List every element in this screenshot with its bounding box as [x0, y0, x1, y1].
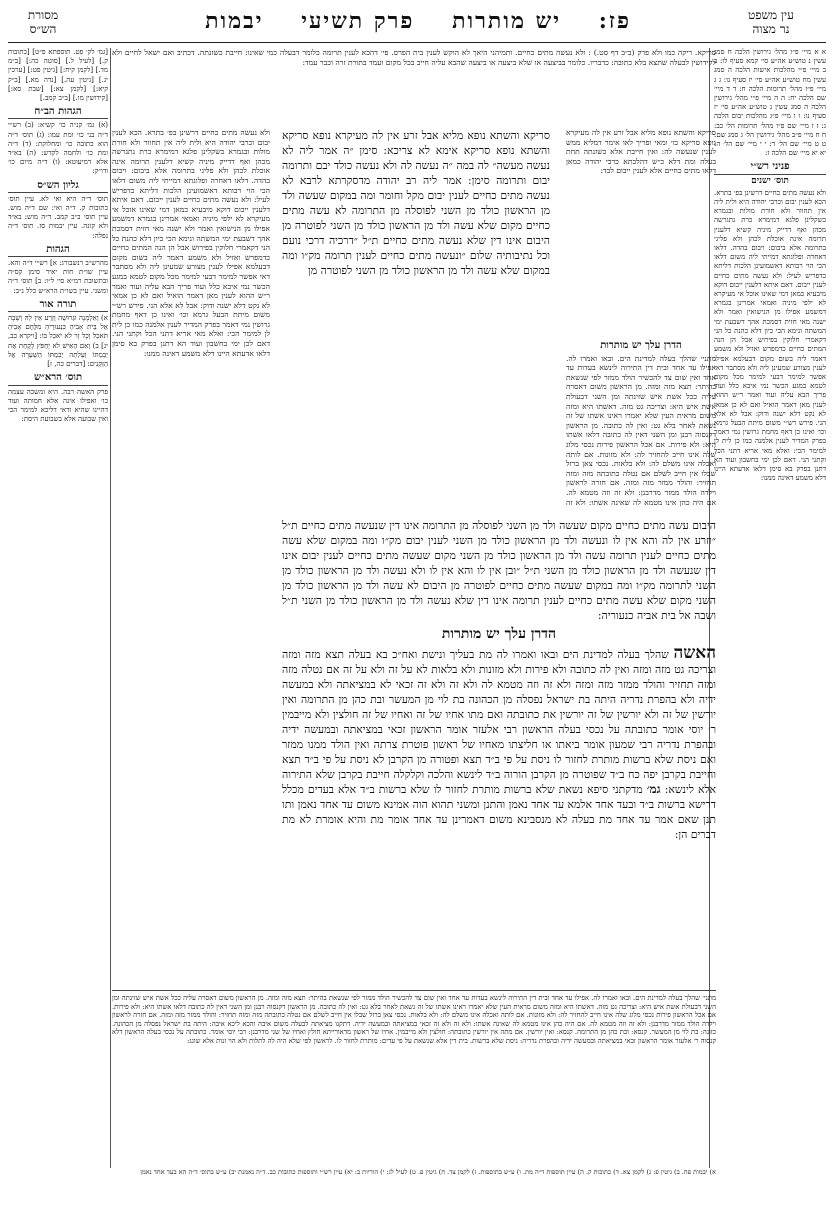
footnotes: א) יבמות פח. ב) גיטין פ: ג) לקמן צא. ד) כתובות ק. ה) עיין תוספות ד״ה מת. ו) ע״ש בתוספות. ז) לקמן צד. ח) גיטין פ. ט) לעיל לג: י) הוריות ב: יא) עיין רש״י ותוספות כתובות כב. ד״ה נאמנת יב) ע״ש בתוס׳ ד״ה הא בעד אחד נאמן [140, 1168, 716, 1176]
gemara-text-lower [282, 518, 716, 988]
tosafot-harosh-text: פרק האשה רבה. היא ומשכה עצמה כו׳ ואפילו אינה אלא חמותה ועוד דהיינו שהיא ודאי דליכא למימר הכי ואין שבועה אלא בשבועת היסת: [8, 387, 108, 424]
hadran-small: הדרן עלך יש מותרות [600, 340, 682, 351]
tractate-name: יבמות [205, 8, 264, 34]
rashi-pearls-title: פניני רש״י [714, 162, 826, 174]
hagahot-habach-text: (א) גמ׳ קנ״ה כו׳ קשיא: (ב) רש״י ד״ה בני כו׳ ומת עמו: (ג) תוס׳ ד״ה הוא כתובה כו׳ ומחלוקת: (ד) ד״ה ומת כו׳ ולחמה לקדש: (ה) בא״ד אלא דמיעוטא: (ו) ד״ה מיום כו׳ ודו״ק: [8, 121, 108, 176]
right-margin-column [714, 48, 826, 1168]
masoret-text: [גמ׳ לק׳ פט. תוספתא פ״ט] [כתובות ק.] [לעיל ל.] [סוטה כה:] [ב״מ מד.] [לקמן קיח:] [גיטין פט:] [ערכין יג.] [גיטין עה.] [נדה מא.] [ב״ק קיא:] [לקמן צא:] [שבת סא:] [קידושין מו.] [ב״ב קמב.] [8, 48, 108, 103]
gemara-continuation: היבום עשה מתים כחיים מקום שעשה ולד מן השני לפוסלה מן התרומה אינו דין שנעשה מתים כחיים ת״ל ״וזרע אין לה והא אין לו ונעשה ולד מן הראשון כולד מן השני לענין יבום מק״ו ומה במקום שלא עשה מתים כחיים לענין תרומה עשה ולד מן הראשון כולד מן השני מקום שעשה מתים כחיים לענין יבום אינו דין שנעשה ולד מן הראשון כולד מן השני ת״ל ״ובן אין לו והא אין לו ולא נעשה ולד מן הראשון כולד מן השני לתרומה מק״ו ומה במקום שעשה מתים כחיים לפוטרה מן היבום לא עשה ולד מן הראשון כולד מן השני מקום שלא עשה מתים כחיים לענין תרומה אינו דין שלא נעשה ולד מן הראשון כולד מן השני ת״ל ושבה אל בית אביה כנעוריה: [282, 519, 716, 622]
gilyon-title: גליון הש״ס [8, 181, 108, 193]
page-header [8, 6, 826, 42]
header-rule [8, 42, 826, 43]
tosafot-block: ולא נעשה מתים כחיים דרשינן בפ׳ בתרא. הכא לענין יבום וכרבי יהודה היא ולית ליה אין תחוור ולא חורת מולות ובגמרא כשקלינן פלגא דמימרא כרת נתגרשה מכהן ואף דדייק מיניה קשיא דלענין תרומה אינה אוכלת לכהן ולא פליגי בתרומה אלא ביבום: ויבום בהדה. דלאו דאחרה ופלוגתא דמייתי ליה משום דלאו הכי הוי רבותא דאשמועינן הלכות דליתא כדפריש לעיל: ולא נעשה מתים כחיים לענין ייבום. דאם איתא דלענין ייבום דוקא מיבעיא כמאן דמי שאינו אוכל אי מעיקרא לא ילפי מיניה ואמאי אמרינן בגמרא דמשמע אפילו מן הנישואין ואמר ולא ישנה מאי חזית דסמכת אהך דשבעת ימי המשתה ונימא הכי כיון דלא כהנת כל הני דקאמרי חלוקין בפירוש אבל הן הנה המתים כחיים כדמפרש ואזיל ולא משמע דאמר ליה בשום מקום דבעלמא אפילו לענין מצורע שמעינן ליה ולא מסתבר דאי אפשר למימר דבעי למימר מכל מקום לטמא במגע הכשר נמי איכא כלל ועוד פריך הבא עליה ועוד ואמר ר״ש ההוא לענין מאן דאמר הואיל ואם לא כן אמאי לא נקט דלא ישנה ודוק: אבל לא אלא הני. פירש רש״י משום מיתת הבעל גרמא וכו׳ ואינו כן דאף מחמת גרושין נמי דאמר בפרק המדיר לענין אלמנה כמו כן לית לן למימר הכי: ואלא מאי אריא דתני הכל וקתני הני. דאם לכן ימי בחשבון ועוד הא דתנן בפרק בא סימן דלאו אדעתא היינו דלא משמע דאינה ממנו: [112, 128, 270, 358]
left-margin-column [8, 48, 108, 1168]
hagahot-habach-title: הגהות הב״ח [8, 107, 108, 119]
torah-or-text: א) וְאַלְמָנָה וּגְרוּשָׁה וְזָרַע אֵין לָהּ וְשָׁבָה אֶל בֵּית אָבִיהָ כִּנְעוּרֶיהָ מִלֶּחֶם אָבִיהָ תֹּאכֵל וְכָל זָר לֹא יֹאכַל בּוֹ: [ויקרא כב, יג] ב) וְאִם הָאִישׁ לֹא יַחְפֹּץ לָקַחַת אֶת יְבִמְתּוֹ וְעָלְתָה יְבִמְתּוֹ הַשַּׁעְרָה אֶל הַזְּקֵנִים: [דברים כה, ז] [8, 314, 108, 369]
rashi-side-block: סריקא והשתא נופא מליא אבל זרע אין לה מעיקרא נופא סריקא כו׳ ומאי ופריך לאו אימר דמליא ממש לענין שנעשה לה: ואין חייבת אלא כשזנתה תחת בעלה ומת דלא כ״ש דהלכתא כרבי יהודה כמאן דלאו מתים כחיים אלא לענין ייבום לבד: [566, 128, 716, 176]
gemara-text-after-mishna: מדקתני סיפא נשאת שלא ברשות מותרת לחזור לו שלא ברשות ב״ד אלא בעדים מכלל דרישא ברשות ב״ד ובעד אחד אלמא עד אחד נאמן והתנן ומשני תהוא הוה אמינא משום עד אחד נאמן ותו תנן שאם אמר עד אחד מת בעלה לא מנסבינא משום דאמרינן עד אחד אומר מת והיא אומרת לא מת דברים הן: [282, 783, 716, 841]
rashi-top-block: סריקא. ריקה כמו ולא פרק (ב״ב דף סט.) : ולא נעשה מתים כחיים. ותמיהני היאך לא הוקש לענין בית הפרס. פי׳ דהכא לענין תרומה כלומר דבעלה כמי שאינו: חייבת כשזנתה. דכתיב ואם ישאל לחיים ולא לקידושין לבעלה שתצא בלא כתובה: כדבריו. כלומר בביצעה או שלא ביצעה או ביצעה שהבא עליה חייב בכל מקום ועמד בתורת זרה וכבר עמד: [112, 48, 716, 67]
tosafot-yeshanim-title: תוס׳ ישנים [751, 175, 789, 186]
perek-number: פרק תשיעי [301, 8, 415, 34]
masoret-header: מסורת הש״ס [27, 8, 59, 36]
torah-or-title: תורה אור [8, 300, 108, 312]
bottom-commentary: מתני׳ שהלך בעלה למדינת הים. ובאו ואמרו לה. אפילו עד אחד ובית דין התירוה לינשא בעדות עד אחד ואין שום צד להכשיר הולד ממזר לפי שנשאת בהיתר: תצא מזה ומזה. מן הראשון משום דאסרה עליה ככל אשת איש שזינתה ומן השני דבעולת אשת איש היא: וצריכה גט מזה. דאשתו היא ומזה משום מראית העין שלא יאמרו ראינו אשתו של זה נשאת לאחר בלא גט: ואין לה כתובה. מן הראשון דקנסוה רבנן ומן השני דאין לה כתובה דלאו אשתו היא: ולא פירות. אם אכל הראשון פירות נכסי מלוג שלה אינו חייב להחזיר לה: ולא מזונות. אם לותה ואכלה אינו משלם לה: ולא בלאות. נכסי צאן ברזל שבלו אין חייב לשלם אם נטלה כתובתה מזה ומזה תחזיר: והולד ממזר מזה ומזה. אם חזרה לראשון וילדה הולד ממזר מדרבנן: ולא זה וזה מטמא לה. אם היה כהן אינו מטמא לה שאינה אשתו: ולא זה ולא זה זכאי במציאתה ובמעשה ידיה. דתקנו מציאתה לבעלה משום איבה והכא ליכא איבה: היתה בת ישראל נפסלה מן הכהונה. כזונה: בת לוי מן המעשר. קנסא: ובת כהן מן התרומה. קנסא: ואין יורשין. אם מתה אין יורשין כתובתה: חולצין ולא מייבמין. אחיו של ראשון מדאורייתא חולץ ואחיו של שני מדרבנן: רבי יוסי אומר. כתובתה על נכסי בעלה הראשון דלא קנסוה ר׳ אלעזר אומר הראשון זכאי במציאתה ובמעשה ידיה ובהפרת נדריה: ניסת שלא ברשות. בית דין אלא שנשאת על פי עדים: מותרת לחזור לו. לראשון לפי שלא היה לה לתלות ולא הוי זנות אלא שוגג: [112, 994, 716, 1045]
mishna-text: שהלך בעלה למדינת הים ובאו ואמרו לה מת בעליך ונישת ואח״כ בא בעלה תצא מזה ומזה וצריכה גט מזה ומזה ואין לה כתובה ולא פירות ולא מזונות ולא בלאות לא על זה ולא על זה אם נטלה מזה ומזה תחזיר והולד ממזר מזה ומזה ולא זה וזה מטמא לה ולא זה ולא זה זכאי לא במציאתה ולא במעשה ידיה ולא בהפרת נדריה היתה בת ישראל נפסלה מן הכהונה בת לוי מן המעשר ובת כהן מן התרומה ואין יורשין של זה ולא יורשין של זה יורשין את כתובתה ואם מתו אחיו של זה ואחיו של זה חולצין ולא מייבמין ר׳ יוסי אומר כתובתה על נכסי בעלה הראשון רבי אלעזר אומר הראשון זכאי במציאתה ובמעשה ידיה ובהפרת נדריה רבי שמעון אומר ביאתו או חליצתו מאחיו של ראשון פוטרת צרתה ואין הולד ממנו ממזר ואם ניסת שלא ברשות מותרת לחזור לו ניסת על פי ב״ד תצא ופטורה מן הקרבן לא ניסת על פי ב״ד תצא וחייבת בקרבן יפה כח ב״ד שפוטרה מן הקרבן הורוה ב״ד לינשא והלכה וקלקלה חייבת בקרבן שלא התירוה אלא לינשא: [282, 648, 716, 796]
hagahot-title: הגהות [8, 245, 108, 257]
left-column-rule [110, 48, 111, 1168]
ein-mishpat-header: עין משפט נר מצוה [748, 8, 794, 36]
gemara-text-upper: סריקא והשתא נופא מליא אבל זרע אין לה מעיקרא נופא סריקא והשתא נופא סריקא אימא לא צריכא: סימן ״ה אמר ליה לא נעשה מעשה״ לה במה ״ה נעשה לה ולא נעשה כולד יבם ותרומה יבום ותרומה סימן: אמר ליה רב יהודה מדסקרתא לרבא לא נעשה מתים כחיים לענין יבום מקל וחומר ומה במקום שעשה ולד מן הראשון כולד מן השני לפוסלה מן התרומה לא עשה מתים כחיים מקום שלא עשה ולד מן הראשון כולד מן השני לפוטרה מן היבום אינו דין שלא נעשה מתים כחיים ת״ל ״דרכיה דרכי נועם וכל נתיבותיה שלום ״ונעשה מתים כחיים לענין תרומה מק״ו ומה במקום שלא עשה ולד מן הראשון כולד מן השני לפוטרה מן [282, 129, 550, 277]
hagahot-text: מהרש״ב רנשבורג: א] רש״י ד״ה והא. עיין שו״ת חות יאיר סימן קס״ה ובתשובת רמ״א סי׳ ל״ו: ב] תוס׳ ד״ה ומשני. עיין בשו״ת הרא״ש כלל נ״ב: [8, 259, 108, 295]
mishna-block [282, 643, 716, 842]
bottom-commentary-excerpt: מתני׳ שהלך בעלה למדינת הים. ובאו ואמרו לה. אפילו עד אחד ובית דין התירוה לינשא בעדות עד אחד ואין שום צד להכשיר הולד ממזר לפי שנשאת בהיתר: תצא מזה ומזה. מן הראשון משום דאסרה עליה ככל אשת איש שזינתה ומן השני דבעולת אשת איש היא: וצריכה גט מזה. דאשתו היא ומזה משום מראית העין שלא יאמרו ראינו אשתו של זה נשאת לאחר בלא גט: ואין לה כתובה. מן הראשון דקנסוה רבנן ומן השני דאין לה כתובה דלאו אשתו היא: ולא פירות. אם אכל הראשון פירות נכסי מלוג שלה אינו חייב להחזיר לה: ולא מזונות. אם לותה ואכלה אינו משלם לה: ולא בלאות. נכסי צאן ברזל שבלו אין חייב לשלם אם נטלה כתובתה מזה ומזה תחזיר: והולד ממזר מזה ומזה. אם חזרה לראשון וילדה הולד ממזר מדרבנן: ולא זה וזה מטמא לה. אם היה כהן אינו מטמא לה שאינה אשתו: ולא זה [566, 353, 716, 507]
tosafot-harosh-title: תוס׳ הרא״ש [8, 373, 108, 385]
main-area [112, 48, 716, 1176]
bottom-rule [112, 990, 716, 991]
hadran-title: הדרן עלך יש מותרות [441, 626, 557, 642]
daf-number: פז: [598, 8, 631, 34]
gilyon-text: תוס׳ ד״ה היא ואי לא. עיין תוס׳ כתובות ק. ד״ה ואי: שם ד״ה מוש. עיין תוס׳ ב״ב קמב. ד״ה מוש: בא״ד ולא קונה. עיין יבמות סז. תוס׳ ד״ה נפלה: [8, 194, 108, 240]
page-title [138, 8, 698, 34]
perek-name: יש מותרות [452, 8, 562, 34]
mishna-opening-word: האשה [673, 643, 716, 663]
tosafot-yeshanim-text: ולא נעשה מתים כחיים דרשינן בפ׳ בתרא. הכא לענין יבום וכרבי יהודה היא ולית ליה אין תחוור ולא חורת מולות ובגמרא כשקלינן פלגא דמימרא כרת נתגרשה מכהן ואף דדייק מיניה קשיא דלענין תרומה אינה אוכלת לכהן ולא פליגי בתרומה אלא ביבום: ויבום בהדה. דלאו דאחרה ופלוגתא דמייתי ליה משום דלאו הכי הוי רבותא דאשמועינן הלכות דליתא כדפריש לעיל: ולא נעשה מתים כחיים לענין ייבום. דאם איתא דלענין ייבום דוקא מיבעיא כמאן דמי שאינו אוכל אי מעיקרא לא ילפי מיניה ואמאי אמרינן בגמרא דמשמע אפילו מן הנישואין ואמר ולא ישנה מאי חזית דסמכת אהך דשבעת ימי המשתה ונימא הכי כיון דלא כהנת כל הני דקאמרי חלוקין בפירוש אבל הן הנה המתים כחיים כדמפרש ואזיל ולא משמע דאמר ליה בשום מקום דבעלמא אפילו לענין מצורע שמעינן ליה ולא מסתבר דאי אפשר למימר דבעי למימר מכל מקום לטמא במגע הכשר נמי איכא כלל ועוד פריך הבא עליה ועוד ואמר ר״ש ההוא לענין מאן דאמר הואיל ואם לא כן אמאי לא נקט דלא ישנה ודוק: אבל לא אלא הני. פירש רש״י משום מיתת הבעל גרמא וכו׳ ואינו כן דאף מחמת גרושין נמי דאמר בפרק המדיר לענין אלמנה כמו כן לית לן למימר הכי: ואלא מאי אריא דתני הכל וקתני הני. דאם לכן ימי בחשבון ועוד הא דתנן בפרק בא סימן דלאו אדעתא היינו דלא משמע דאינה ממנו: [714, 188, 826, 483]
ein-mishpat-text: א א מיי׳ פ״ו מהל׳ גירושין הלכה ח סמג עשין נ טוש״ע אה״ע סי׳ קמא סעיף לו: ב ב מיי׳ פ״י מהלכות אישות הלכה ה סמג עשין מח טוש״ע אה״ע סי׳ יז סעיף נו: ג ג מיי׳ פ״ז מהל׳ תרומות הלכה ח: ד ד מיי׳ שם הלכה יח: ה ה מיי׳ פ״י מהל׳ גירושין הלכה ה סמג עשין נ טוש״ע אה״ע סי׳ יז סעיף נו: ו ו מיי׳ פ״ג מהלכות יבום הלכה ג: ז ז מיי׳ שם פ״ו מהל׳ תרומות הל׳ כב: ח ח מיי׳ פ״ב מהל׳ גירושין הל׳ ג סמג שם: ט ט מיי׳ שם הל׳ ד: י י מיי׳ שם הל׳ ה: יא יא מיי׳ שם הלכה ז: [714, 48, 826, 158]
rashi-side-lower [566, 338, 716, 508]
gemara-label: גמ׳ [646, 782, 661, 796]
